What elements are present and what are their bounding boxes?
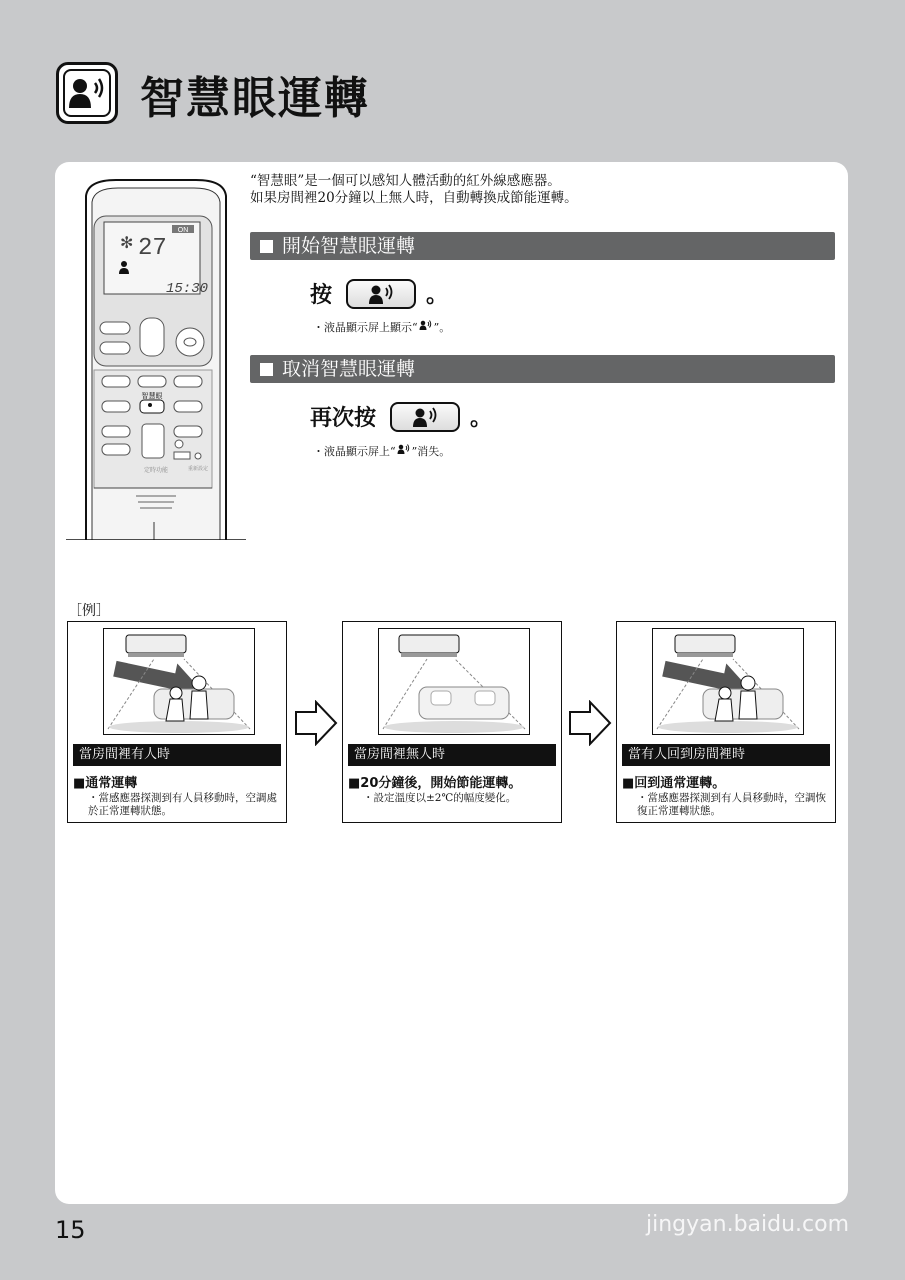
watermark-url: jingyan.baidu.com <box>646 1212 850 1237</box>
remote-control-illustration <box>66 176 246 540</box>
person-radiating-icon <box>412 407 440 429</box>
panel-title: 當房間裡有人時 <box>73 744 281 766</box>
person-radiating-icon <box>418 320 434 331</box>
start-note: ・液晶顯示屏上顯示“ ”。 <box>313 321 451 334</box>
intro-line-2: 如果房間裡20分鐘以上無人時，自動轉換成節能運轉。 <box>250 190 578 206</box>
page-title: 智慧眼運轉 <box>140 73 370 124</box>
person-radiating-icon <box>396 444 412 455</box>
press-again-label: 再次按 <box>310 406 377 431</box>
right-arrow-icon <box>294 700 338 746</box>
example-label: ［例］ <box>68 603 110 619</box>
page-number: 15 <box>55 1216 86 1244</box>
start-section-heading: 開始智慧眼運轉 <box>250 232 835 260</box>
room-returned-illustration <box>652 628 804 735</box>
example-panel-occupied <box>67 621 287 823</box>
panel-description: ・當感應器探測到有人員移動時，空調恢復正常運轉狀態。 <box>637 792 826 817</box>
panel-title: 當房間裡無人時 <box>348 744 556 766</box>
panel-heading: ■回到通常運轉。 <box>622 776 726 791</box>
smart-eye-key-label: 智慧眼 <box>141 392 163 400</box>
panel-heading: ■20分鐘後，開始節能運轉。 <box>348 776 522 791</box>
smart-eye-button-again[interactable] <box>390 402 460 432</box>
example-panel-returned <box>616 621 836 823</box>
cancel-step: 再次按 。 <box>310 401 492 432</box>
person-radiating-icon <box>368 284 396 306</box>
timer-function-label: 定時功能 <box>143 467 169 474</box>
right-arrow-icon <box>568 700 612 746</box>
lcd-on-indicator: ON <box>177 227 189 234</box>
lcd-time: 15:30 <box>166 281 209 297</box>
room-empty-illustration <box>378 628 530 735</box>
room-occupied-illustration <box>103 628 255 735</box>
intro-line-1: “智慧眼”是一個可以感知人體活動的紅外線感應器。 <box>250 173 561 189</box>
panel-heading: ■通常運轉 <box>73 776 138 791</box>
panel-description: ・設定溫度以±2℃的幅度變化。 <box>363 792 517 804</box>
cancel-note: ・液晶顯示屏上“ ”消失。 <box>313 445 451 458</box>
press-label: 按 <box>310 283 333 308</box>
panel-title: 當有人回到房間裡時 <box>622 744 830 766</box>
example-panel-empty <box>342 621 562 823</box>
cancel-section-heading: 取消智慧眼運轉 <box>250 355 835 383</box>
intro-text <box>250 173 578 207</box>
smart-eye-button[interactable] <box>346 279 416 309</box>
reset-label: 重新設定 <box>187 466 209 472</box>
lcd-temperature: 27 <box>138 235 167 262</box>
smart-eye-title-icon <box>56 62 118 124</box>
start-step: 按 。 <box>310 278 448 309</box>
watermark-brand: Baidu经验 <box>648 1158 833 1198</box>
panel-description: ・當感應器探測到有人員移動時，空調處於正常運轉狀態。 <box>88 792 277 817</box>
svg-text:✻: ✻ <box>120 235 134 252</box>
